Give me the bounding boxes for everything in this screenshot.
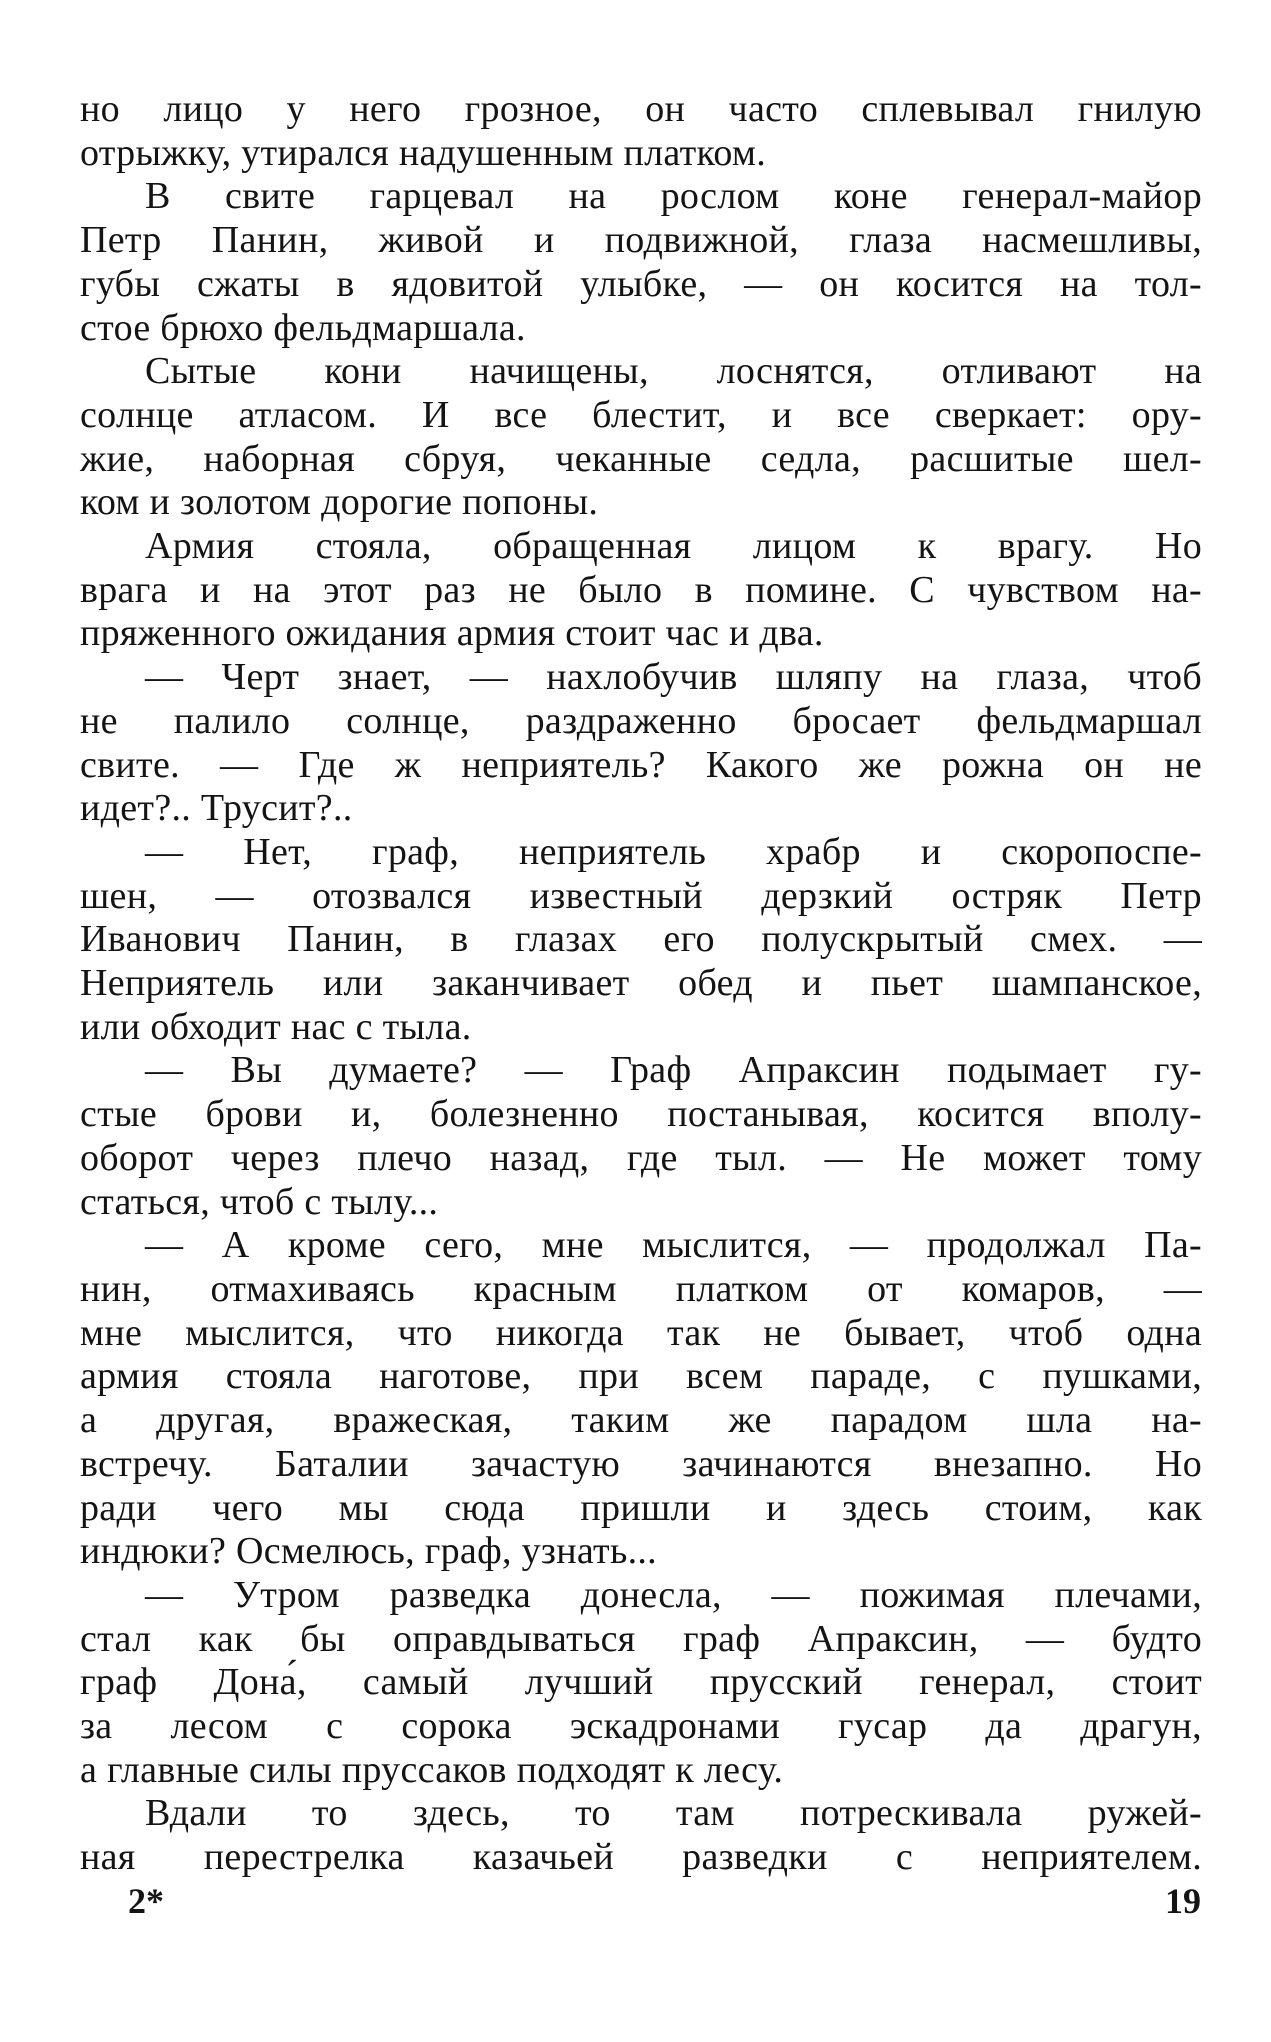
text-line: свите. — Где ж неприятель? Какого же рожна он не xyxy=(80,743,1202,786)
paragraph xyxy=(80,1792,1202,1879)
text-line: стое брюхо фельдмаршала. xyxy=(80,306,526,349)
paragraph xyxy=(80,88,1202,175)
text-line: статься, чтоб с тылу... xyxy=(80,1180,439,1223)
text-line: оборот через плечо назад, где тыл. — Не может тому xyxy=(80,1136,1202,1179)
text-line: Иванович Панин, в глазах его полускрытый смех. — xyxy=(80,918,1202,961)
signature-mark: 2* xyxy=(128,1881,164,1921)
text-line: но лицо у него грозное, он часто сплевывал гнилую xyxy=(80,88,1202,130)
text-line: жие, наборная сбруя, чеканные седла, расшитые шел- xyxy=(80,437,1202,480)
paragraph xyxy=(80,1224,1202,1574)
paragraph xyxy=(80,656,1202,831)
paragraph xyxy=(80,1049,1202,1224)
text-line: за лесом с сорока эскадронами гусар да драгун, xyxy=(80,1705,1202,1748)
text-line: нин, отмахиваясь красным платком от комаров, — xyxy=(80,1267,1202,1310)
text-line: шен, — отозвался известный дерзкий остряк Петр xyxy=(80,874,1202,917)
text-line: Неприятель или заканчивает обед и пьет шампанское, xyxy=(80,962,1202,1005)
text-line: ная перестрелка казачьей разведки с неприятелем. xyxy=(80,1836,1202,1879)
text-line: Вдали то здесь, то там потрескивала ружей- xyxy=(145,1792,1202,1835)
paragraph xyxy=(80,350,1202,525)
text-line: солнце атласом. И все блестит, и все сверкает: ору- xyxy=(80,393,1202,436)
text-line: — Утром разведка донесла, — пожимая плечами, xyxy=(145,1573,1202,1616)
text-line: стал как бы оправдываться граф Апраксин, — будто xyxy=(80,1617,1202,1660)
text-line: врага и на этот раз не было в помине. С чувством на- xyxy=(80,568,1202,611)
text-line: армия стояла наготове, при всем параде, с пушками, xyxy=(80,1355,1202,1398)
paragraph xyxy=(80,1574,1202,1793)
text-line: ком и золотом дорогие попоны. xyxy=(80,481,599,524)
text-line: Петр Панин, живой и подвижной, глаза насмешливы, xyxy=(80,219,1202,262)
text-line: — А кроме сего, мне мыслится, — продолжал Па- xyxy=(145,1224,1202,1267)
page-body xyxy=(80,88,1202,1880)
text-line: мне мыслится, что никогда так не бывает, чтоб одна xyxy=(80,1311,1202,1354)
text-line: пряженного ожидания армия стоит час и два. xyxy=(80,612,824,655)
text-line: не палило солнце, раздраженно бросает фельдмаршал xyxy=(80,699,1202,742)
text-line: идет?.. Трусит?.. xyxy=(80,787,353,830)
text-line: — Вы думаете? — Граф Апраксин подымает гу- xyxy=(145,1049,1202,1092)
text-line: губы сжаты в ядовитой улыбке, — он косится на тол- xyxy=(80,262,1202,305)
text-line: а другая, вражеская, таким же парадом шла на- xyxy=(80,1399,1202,1442)
text-line: или обходит нас с тыла. xyxy=(80,1005,472,1048)
text-line: граф Дона́, самый лучший прусский генерал, стоит xyxy=(80,1661,1202,1704)
paragraph xyxy=(80,525,1202,656)
text-line: Сытые кони начищены, лоснятся, отливают на xyxy=(145,350,1202,393)
text-line: а главные силы пруссаков подходят к лесу. xyxy=(80,1748,784,1791)
text-line: — Черт знает, — нахлобучив шляпу на глаза, чтоб xyxy=(145,656,1202,699)
text-line: отрыжку, утирался надушенным платком. xyxy=(80,131,767,174)
text-line: ради чего мы сюда пришли и здесь стоим, как xyxy=(80,1486,1202,1529)
paragraph xyxy=(80,831,1202,1050)
text-line: индюки? Осмелюсь, граф, узнать... xyxy=(80,1530,657,1573)
text-line: В свите гарцевал на рослом коне генерал-майор xyxy=(145,175,1202,218)
paragraph xyxy=(80,175,1202,350)
text-line: стые брови и, болезненно постанывая, косится вполу- xyxy=(80,1093,1202,1136)
text-line: встречу. Баталии зачастую зачинаются внезапно. Но xyxy=(80,1442,1202,1485)
text-line: — Нет, граф, неприятель храбр и скоропоспе- xyxy=(145,830,1202,873)
text-line: Армия стояла, обращенная лицом к врагу. Но xyxy=(145,525,1202,568)
page-number: 19 xyxy=(1165,1881,1201,1921)
